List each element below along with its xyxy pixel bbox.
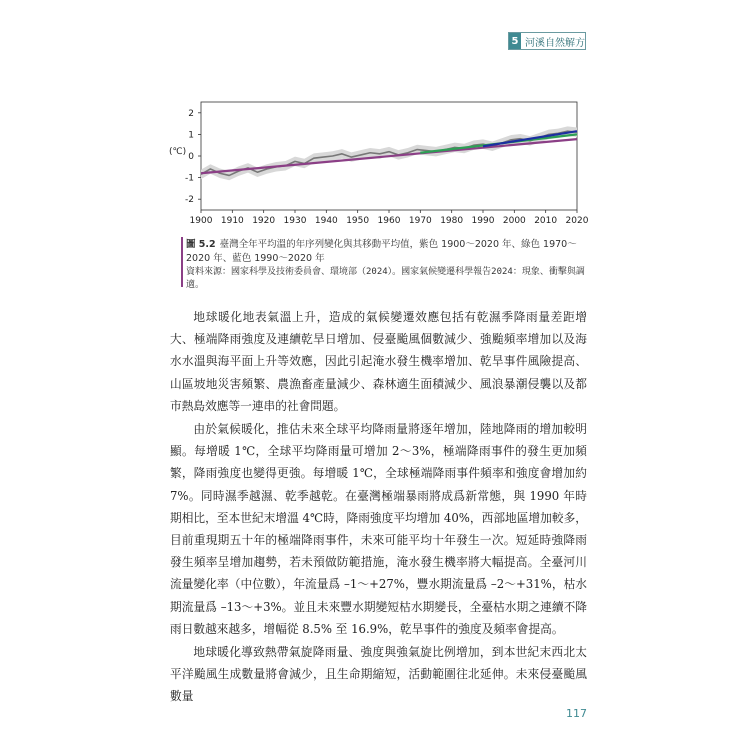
figure-caption-text: 臺灣全年平均溫的年序列變化與其移動平均值，紫色 1900〜2020 年、綠色 1970〜2020 年、藍色 1990〜2020 年 [186,239,577,264]
temperature-chart [165,96,589,236]
y-tick-label: 0 [188,152,194,162]
chapter-header [508,32,586,50]
figure-label: 圖 5.2 [186,239,216,250]
figure-source: 資料來源：國家科學及技術委員會、環境部（2024）。國家氣候變遷科學報告2024：現象、衝擊與調適。 [186,267,585,290]
x-tick-label: 1930 [283,216,307,226]
y-tick-label: 1 [188,130,194,141]
page-number: 117 [566,707,587,720]
x-tick-label: 1970 [408,216,432,226]
chapter-title: 河溪自然解方 [525,37,585,49]
x-tick-label: 1980 [440,216,464,226]
paragraph: 地球暖化地表氣溫上升，造成的氣候變遷效應包括有乾濕季降雨量差距增大、極端降雨強度及連續乾旱日增加、侵臺颱風個數減少、強颱頻率增加以及海水水溫與海平面上升等效應，因此引起淹水發生機率增加、乾旱事件風險提高、山區坡地災害頻繁、農漁畜產量減少、森林適生面積減少、風浪暴潮侵襲以及都市熱島效應等一連串的社會問題。 [170,310,587,413]
x-tick-label: 1950 [346,216,370,226]
x-tick-label: 1990 [471,216,495,226]
x-tick-label: 1920 [252,216,276,226]
body-text [170,306,587,709]
y-tick-label: -1 [185,173,194,184]
x-tick-label: 2000 [502,216,526,226]
chapter-number: 5 [509,33,521,49]
y-axis-label: (℃) [169,147,187,157]
y-tick-label: 2 [188,108,194,119]
x-tick-label: 2020 [565,216,589,226]
y-tick-label: -2 [185,195,194,206]
x-tick-label: 1940 [314,216,338,226]
paragraph: 地球暖化導致熱帶氣旋降雨量、強度與強氣旋比例增加，到本世紀末西北太平洋颱風生成數量將會減少，且生命期縮短，活動範圍往北延伸。未來侵臺颱風數量 [170,645,587,704]
chart-svg [165,96,589,236]
x-tick-label: 1900 [189,216,213,226]
x-tick-label: 1910 [220,216,244,226]
figure-caption [186,238,586,266]
caption-accent-bar [181,237,183,287]
x-tick-label: 1960 [377,216,401,226]
x-tick-label: 2010 [534,216,558,226]
paragraph: 由於氣候暖化，推估未來全球平均降雨量將逐年增加，陸地降雨的增加較明顯。每增暖 1℃，全球平均降雨量可增加 2〜3%，極端降雨事件的發生更加頻繁，降雨強度也變得更強。每增暖 1℃，全球極端降雨事件頻率和強度會增加約 7%。同時濕季越濕、乾季越乾。在臺灣極端暴雨將成爲新常態，與 1990 年時期相比，至本世紀末增溫 4℃時，降雨強度平均增加 40%，西部地區增加較多，目前重現期五十年的極端降雨事件，未來可能平均十年發生一次。短延時強降雨發生頻率呈增加趨勢，若未預做防範措施，淹水發生機率將大幅提高。全臺河川流量變化率（中位數），年流量爲 –1〜+27%，豐水期流量爲 –2〜+31%，枯水期流量爲 –13〜+3%。並且未來豐水期變短枯水期變長，全臺枯水期之連續不降雨日數越來越多，增幅從 8.5% 至 16.9%，乾旱事件的強度及頻率會提高。 [170,422,587,636]
